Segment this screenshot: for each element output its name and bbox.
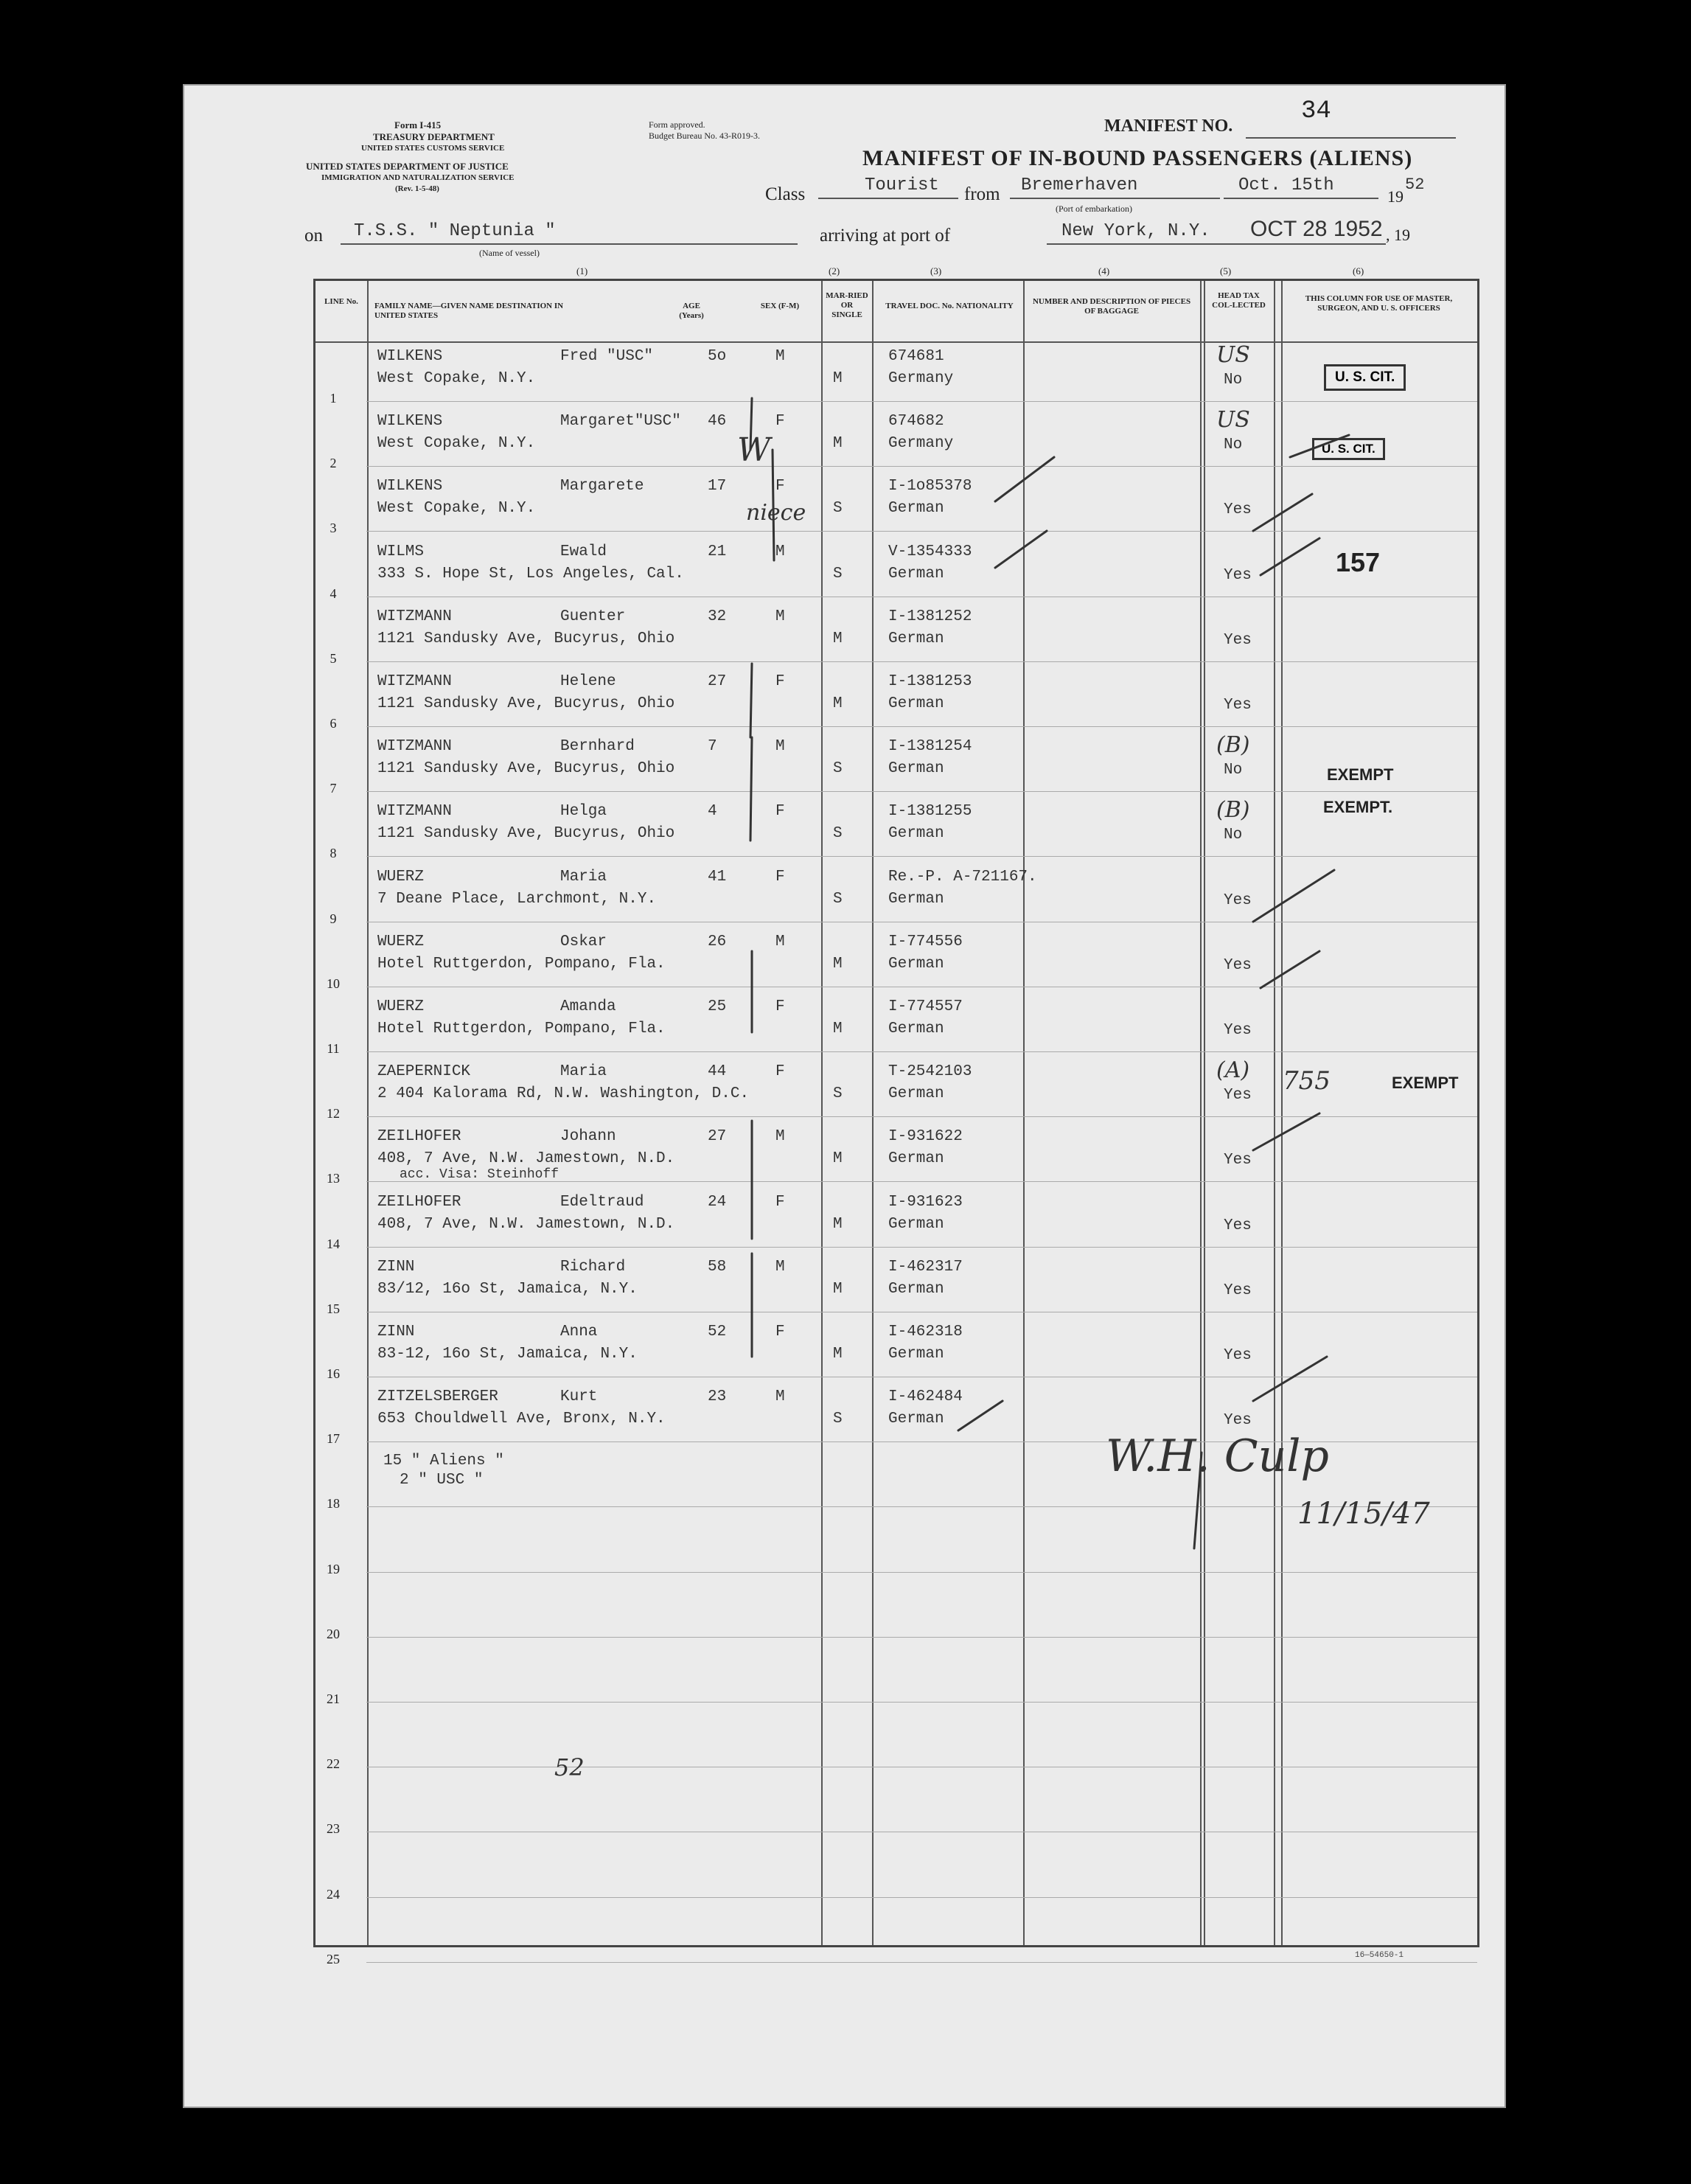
col-number-4: (4) (1098, 265, 1110, 277)
port-caption: (Port of embarkation) (1056, 204, 1132, 214)
given-name: Guenter (560, 608, 626, 625)
header-divider (315, 341, 1477, 343)
travel-doc: I-462484 (888, 1388, 963, 1406)
col-number-3: (3) (930, 265, 942, 277)
marital-status: M (833, 695, 843, 712)
age: 7 (708, 738, 717, 756)
marital-status: S (833, 760, 843, 778)
vessel-underline (341, 243, 798, 245)
given-name: Oskar (560, 933, 607, 950)
nationality: German (888, 695, 944, 712)
travel-doc: V-1354333 (888, 543, 972, 560)
age: 23 (708, 1388, 727, 1406)
travel-doc: I-1381254 (888, 738, 972, 756)
marital-status: S (833, 1085, 843, 1103)
destination: West Copake, N.Y. (377, 435, 536, 453)
exempt-stamp: EXEMPT (1392, 1074, 1459, 1092)
row-divider (366, 1702, 1477, 1703)
date-underline (1224, 198, 1378, 199)
line-number: 12 (327, 1106, 340, 1121)
line-number: 21 (327, 1691, 340, 1706)
signature: W.H. Culp (1106, 1430, 1329, 1482)
family-name: WITZMANN (377, 738, 452, 756)
family-name: WILKENS (377, 348, 443, 365)
age: 44 (708, 1063, 727, 1081)
line-number: 16 (327, 1366, 340, 1381)
handwritten-52: 52 (554, 1753, 585, 1781)
nationality: German (888, 825, 944, 843)
col-number-5: (5) (1220, 265, 1232, 277)
treasury-dept: TREASURY DEPARTMENT (373, 131, 495, 142)
head-tax: No (1224, 827, 1243, 844)
row-divider (366, 856, 1477, 857)
serial-157: 157 (1336, 547, 1381, 577)
family-name: WUERZ (377, 933, 425, 950)
destination: West Copake, N.Y. (377, 500, 536, 518)
line-number: 7 (330, 781, 337, 796)
travel-doc: Re.-P. A-721167. (888, 868, 1037, 886)
destination: Hotel Ruttgerdon, Pompano, Fla. (377, 955, 666, 973)
page-title: MANIFEST OF IN-BOUND PASSENGERS (ALIENS) (862, 146, 1413, 170)
destination: 1121 Sandusky Ave, Bucyrus, Ohio (377, 760, 675, 778)
age: 24 (708, 1193, 727, 1211)
age: 21 (708, 543, 727, 560)
arrival-date-stamp: OCT 28 1952 (1250, 217, 1383, 241)
given-name: Margaret"USC" (560, 413, 681, 431)
from-underline (1010, 198, 1220, 199)
handwritten-w-mark: W (737, 431, 771, 469)
us-citizen-stamp: U. S. CIT. (1324, 364, 1406, 391)
marital-status: M (833, 1346, 843, 1363)
form-approved: Form approved. (649, 119, 705, 130)
line-number: 14 (327, 1236, 340, 1251)
travel-doc: I-774556 (888, 933, 963, 950)
travel-doc: T-2542103 (888, 1063, 972, 1081)
sex: F (775, 478, 785, 495)
marital-status: S (833, 890, 843, 908)
head-tax: Yes (1224, 1347, 1252, 1364)
line-number: 20 (327, 1626, 340, 1641)
sex: F (775, 803, 785, 821)
line-number: 13 (327, 1171, 340, 1186)
nationality: German (888, 630, 944, 647)
sex: M (775, 933, 785, 950)
destination: 83/12, 16o St, Jamaica, N.Y. (377, 1280, 638, 1298)
given-name: Kurt (560, 1388, 598, 1406)
row-divider (366, 1051, 1477, 1052)
sex: F (775, 998, 785, 1015)
line-number: 19 (327, 1561, 340, 1576)
embarkation-port: Bremerhaven (1021, 175, 1138, 195)
summary-usc: 2 " USC " (400, 1472, 484, 1489)
line-number: 25 (327, 1951, 340, 1966)
class-label: Class (765, 184, 806, 204)
nationality: German (888, 1150, 944, 1168)
travel-doc: I-931622 (888, 1128, 963, 1146)
age: 17 (708, 478, 727, 495)
sex: M (775, 1388, 785, 1406)
age: 4 (708, 803, 717, 821)
marital-status: S (833, 565, 843, 582)
col-head-baggage: NUMBER AND DESCRIPTION OF PIECES OF BAGGAGE (1032, 297, 1191, 316)
destination: 83-12, 16o St, Jamaica, N.Y. (377, 1346, 638, 1363)
sex: M (775, 608, 785, 625)
nationality: German (888, 1215, 944, 1233)
age: 32 (708, 608, 727, 625)
line-number: 6 (330, 716, 337, 731)
marital-status: M (833, 1150, 843, 1168)
age: 5o (708, 348, 727, 365)
col-head-tax: HEAD TAX COL-LECTED (1212, 291, 1266, 310)
destination: 653 Chouldwell Ave, Bronx, N.Y. (377, 1411, 666, 1428)
arrival-underline (1047, 243, 1386, 245)
head-tax: Yes (1224, 697, 1252, 714)
travel-doc: 674682 (888, 413, 944, 431)
line-number: 11 (327, 1041, 340, 1056)
line-number: 17 (327, 1431, 340, 1447)
given-name: Margarete (560, 478, 644, 495)
family-name: WITZMANN (377, 673, 452, 690)
line-number: 23 (327, 1821, 340, 1837)
exempt-stamp: EXEMPT. (1323, 798, 1393, 816)
row-divider (366, 1116, 1477, 1117)
nationality: German (888, 955, 944, 973)
sex: M (775, 738, 785, 756)
travel-doc: I-1o85378 (888, 478, 972, 495)
row-divider (366, 531, 1477, 532)
class-underline (818, 198, 958, 199)
head-tax: Yes (1224, 1152, 1252, 1169)
row-divider (366, 661, 1477, 662)
line-number: 3 (330, 521, 337, 536)
head-tax: No (1224, 372, 1243, 389)
given-name: Fred "USC" (560, 348, 654, 365)
travel-doc: I-462317 (888, 1258, 963, 1276)
handwritten-755: 755 (1283, 1066, 1331, 1096)
given-name: Ewald (560, 543, 607, 560)
manifest-no-label: MANIFEST NO. (1104, 116, 1233, 136)
head-tax: Yes (1224, 566, 1252, 584)
footer-code: 16—54650-1 (1355, 1951, 1404, 1960)
age: 41 (708, 868, 727, 886)
handwritten-date: 11/15/47 (1297, 1497, 1430, 1531)
given-name: Maria (560, 868, 607, 886)
col-number-2: (2) (829, 265, 840, 277)
arrival-port: New York, N.Y. (1061, 221, 1210, 241)
head-tax: No (1224, 762, 1243, 779)
nationality: Germany (888, 370, 954, 387)
head-tax: Yes (1224, 631, 1252, 649)
row-divider (366, 726, 1477, 727)
nationality: German (888, 890, 944, 908)
line-number: 15 (327, 1301, 340, 1316)
family-name: WUERZ (377, 868, 425, 886)
sex: M (775, 543, 785, 560)
marital-status: S (833, 825, 843, 843)
justice-dept: UNITED STATES DEPARTMENT OF JUSTICE (306, 161, 509, 172)
sex: F (775, 1063, 785, 1081)
head-tax: No (1224, 437, 1243, 454)
arrival-year: , 19 (1386, 226, 1410, 244)
row-divider (366, 791, 1477, 792)
destination: 2 404 Kalorama Rd, N.W. Washington, D.C. (377, 1085, 750, 1103)
line-number: 10 (327, 976, 340, 991)
family-name: WITZMANN (377, 608, 452, 625)
given-name: Johann (560, 1128, 616, 1146)
head-tax-note: (B) (1216, 797, 1250, 824)
given-name: Edeltraud (560, 1193, 644, 1211)
family-name: ZAEPERNICK (377, 1063, 471, 1081)
handwritten-niece: niece (746, 500, 806, 526)
sex: M (775, 348, 785, 365)
col-head-name: FAMILY NAME—GIVEN NAME DESTINATION IN UNITED STATES (374, 302, 564, 320)
age: 58 (708, 1258, 727, 1276)
customs-service: UNITED STATES CUSTOMS SERVICE (361, 144, 505, 153)
given-name: Richard (560, 1258, 626, 1276)
manifest-no-value: 34 (1301, 97, 1331, 125)
destination: 408, 7 Ave, N.W. Jamestown, N.D. (377, 1215, 675, 1233)
nationality: German (888, 1085, 944, 1103)
head-tax-note: (B) (1216, 732, 1250, 759)
nationality: German (888, 1411, 944, 1428)
head-tax: Yes (1224, 1217, 1252, 1234)
travel-doc: 674681 (888, 348, 944, 365)
head-tax: Yes (1224, 1022, 1252, 1039)
col-head-line: LINE No. (324, 297, 358, 306)
us-citizen-stamp: U. S. CIT. (1312, 438, 1385, 460)
class-value: Tourist (865, 175, 939, 195)
nationality: German (888, 1280, 944, 1298)
marital-status: S (833, 500, 843, 518)
marital-status: S (833, 1411, 843, 1428)
travel-doc: I-1381253 (888, 673, 972, 690)
line-number: 2 (330, 456, 337, 471)
given-name: Bernhard (560, 738, 635, 756)
family-name: ZINN (377, 1258, 415, 1276)
line-number: 9 (330, 911, 337, 926)
sex: F (775, 1324, 785, 1340)
age: 46 (708, 413, 727, 431)
destination: 1121 Sandusky Ave, Bucyrus, Ohio (377, 825, 675, 843)
destination: 1121 Sandusky Ave, Bucyrus, Ohio (377, 630, 675, 647)
family-name: ZEILHOFER (377, 1193, 461, 1211)
vessel-caption: (Name of vessel) (479, 248, 540, 258)
year-prefix: 19 (1387, 187, 1404, 206)
family-name: WITZMANN (377, 803, 452, 821)
family-name: ZEILHOFER (377, 1128, 461, 1146)
row-divider (366, 466, 1477, 467)
marital-status: M (833, 435, 843, 453)
nationality: German (888, 1346, 944, 1363)
vessel-name: T.S.S. " Neptunia " (354, 221, 556, 241)
row-divider (366, 1247, 1477, 1248)
marital-status: M (833, 370, 843, 387)
on-label: on (304, 226, 323, 246)
head-tax-note: (A) (1216, 1057, 1250, 1084)
col-head-married: MAR-RIED OR SINGLE (826, 291, 868, 319)
travel-doc: I-1381255 (888, 803, 972, 821)
form-number: Form I-415 (394, 119, 442, 131)
family-name: ZINN (377, 1324, 415, 1340)
departure-date: Oct. 15th (1238, 175, 1334, 195)
nationality: Germany (888, 435, 954, 453)
travel-doc: I-1381252 (888, 608, 972, 625)
sex: F (775, 673, 785, 690)
budget-bureau: Budget Bureau No. 43-R019-3. (649, 131, 760, 141)
given-name: Helene (560, 673, 616, 690)
arriving-label: arriving at port of (820, 226, 951, 246)
ins-service: IMMIGRATION AND NATURALIZATION SERVICE (321, 173, 515, 182)
given-name: Helga (560, 803, 607, 821)
destination: Hotel Ruttgerdon, Pompano, Fla. (377, 1020, 666, 1037)
family-name: WILKENS (377, 478, 443, 495)
marital-status: M (833, 1020, 843, 1037)
destination: 7 Deane Place, Larchmont, N.Y. (377, 890, 657, 908)
line13-visa-note: acc. Visa: Steinhoff (400, 1167, 559, 1182)
age: 27 (708, 673, 727, 690)
age: 26 (708, 933, 727, 950)
given-name: Amanda (560, 998, 616, 1015)
revision: (Rev. 1-5-48) (395, 184, 439, 193)
nationality: German (888, 500, 944, 518)
family-name: WILMS (377, 543, 425, 560)
destination: 408, 7 Ave, N.W. Jamestown, N.D. (377, 1150, 675, 1168)
row-divider (366, 1637, 1477, 1638)
col-head-age: AGE (Years) (679, 302, 704, 320)
given-name: Maria (560, 1063, 607, 1081)
row-divider (366, 1962, 1477, 1963)
head-tax: Yes (1224, 1087, 1252, 1105)
marital-status: M (833, 1280, 843, 1298)
head-tax: Yes (1224, 501, 1252, 519)
col-head-travel: TRAVEL DOC. No. NATIONALITY (885, 302, 1014, 310)
sex: F (775, 413, 785, 431)
col-head-officer: THIS COLUMN FOR USE OF MASTER, SURGEON, AND U. S. OFFICERS (1305, 294, 1453, 313)
line-number: 5 (330, 650, 337, 666)
from-label: from (964, 184, 1000, 204)
summary-aliens: 15 " Aliens " (383, 1453, 504, 1470)
travel-doc: I-774557 (888, 998, 963, 1015)
row-divider (366, 1897, 1477, 1898)
age: 52 (708, 1324, 727, 1340)
exempt-stamp: EXEMPT (1327, 765, 1394, 784)
sex: M (775, 1258, 785, 1276)
head-tax-note: US (1216, 342, 1250, 368)
col-head-sex: SEX (F-M) (760, 302, 800, 310)
family-name: WILKENS (377, 413, 443, 431)
line-number: 24 (327, 1886, 340, 1902)
nationality: German (888, 1020, 944, 1037)
family-name: ZITZELSBERGER (377, 1388, 498, 1406)
marital-status: M (833, 630, 843, 647)
age: 27 (708, 1128, 727, 1146)
line-number: 1 (330, 391, 337, 406)
head-tax: Yes (1224, 956, 1252, 974)
sex: F (775, 868, 785, 886)
col-number-1: (1) (576, 265, 588, 277)
line-number: 22 (327, 1756, 340, 1772)
line-number: 18 (327, 1496, 340, 1512)
row-divider (366, 1572, 1477, 1573)
marital-status: M (833, 1215, 843, 1233)
line-number: 4 (330, 585, 337, 601)
age: 25 (708, 998, 727, 1015)
head-tax-note: US (1216, 407, 1250, 434)
sex: F (775, 1193, 785, 1211)
family-name: WUERZ (377, 998, 425, 1015)
passenger-table (313, 279, 1479, 1947)
line-number: 8 (330, 846, 337, 861)
travel-doc: I-462318 (888, 1324, 963, 1340)
head-tax: Yes (1224, 1281, 1252, 1299)
nationality: German (888, 760, 944, 778)
nationality: German (888, 565, 944, 582)
destination: West Copake, N.Y. (377, 370, 536, 387)
marital-status: M (833, 955, 843, 973)
destination: 1121 Sandusky Ave, Bucyrus, Ohio (377, 695, 675, 712)
manifest-underline (1246, 137, 1456, 139)
row-divider (366, 401, 1477, 402)
destination: 333 S. Hope St, Los Angeles, Cal. (377, 565, 684, 582)
head-tax: Yes (1224, 891, 1252, 909)
head-tax: Yes (1224, 1412, 1252, 1430)
given-name: Anna (560, 1324, 598, 1340)
travel-doc: I-931623 (888, 1193, 963, 1211)
sex: M (775, 1128, 785, 1146)
col-number-6: (6) (1353, 265, 1364, 277)
year-suffix: 52 (1405, 175, 1425, 194)
